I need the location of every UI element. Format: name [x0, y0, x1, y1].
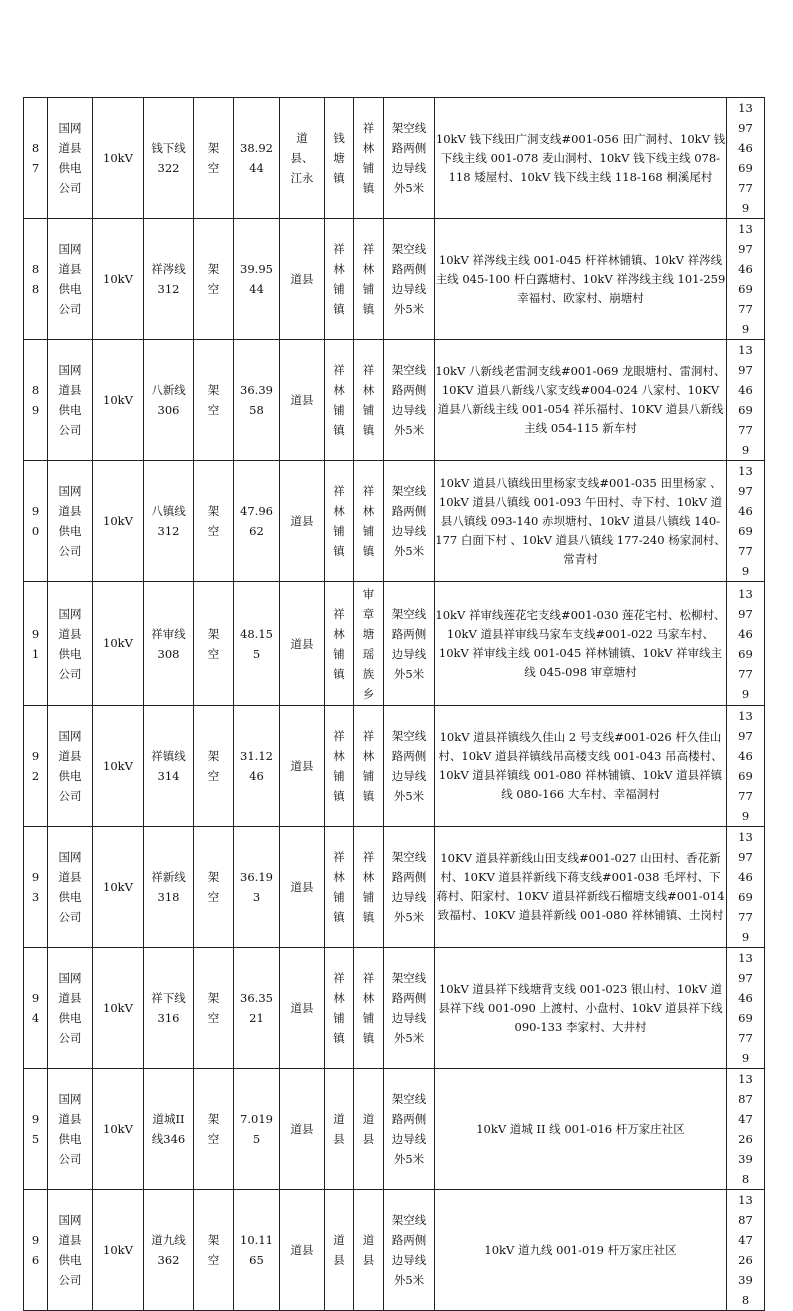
line-type-cell	[194, 461, 234, 582]
area: 祥林铺镇	[362, 121, 375, 195]
row-number: 96	[31, 1233, 40, 1267]
town-cell	[325, 948, 354, 1069]
voltage: 10kV	[103, 392, 133, 407]
line-type-cell	[194, 948, 234, 1069]
company: 国网道县供电公司	[58, 850, 82, 924]
description: 10KV 道县祥新线山田支线#001-027 山田村、香花新村、10KV 道县祥新线下蒋支线#001-038 毛坪村、下蒋村、阳家村、10KV 道县祥新线石榴塘支线#001-014 致福村、10KV 道县祥新线 001-080 祥林铺镇、土岗村	[436, 851, 725, 922]
county-cell	[280, 706, 325, 827]
area-cell	[354, 98, 384, 219]
company-cell	[48, 461, 93, 582]
description: 10kV 道九线 001-019 杆万家庄社区	[484, 1242, 677, 1257]
company: 国网道县供电公司	[58, 363, 82, 437]
line-name: 祥镇线314	[151, 749, 186, 783]
county: 道县	[290, 880, 314, 894]
county-cell	[280, 219, 325, 340]
county: 道县	[290, 759, 314, 773]
company: 国网道县供电公司	[58, 729, 82, 803]
county-cell	[280, 1069, 325, 1190]
length-cell	[234, 1190, 280, 1311]
voltage: 10kV	[103, 1121, 133, 1136]
county: 道县	[290, 1001, 314, 1015]
line-name: 祥下线316	[151, 991, 186, 1025]
description: 10kV 道城 II 线 001-016 杆万家庄社区	[476, 1121, 685, 1136]
line-type: 架空	[207, 141, 220, 175]
line-length: 47.9662	[240, 504, 273, 538]
voltage: 10kV	[103, 271, 133, 286]
description: 10kV 钱下线田广洞支线#001-056 田广洞村、10kV 钱下线主线 001-078 麦山洞村、10kV 钱下线主线 078-118 矮屋村、10kV 钱下线主线 118-168 桐溪尾村	[435, 131, 726, 184]
phone-cell	[727, 219, 765, 340]
row-number-cell	[24, 582, 48, 706]
line-type: 架空	[207, 262, 220, 296]
length-cell	[234, 1069, 280, 1190]
line-name: 道九线362	[151, 1233, 186, 1267]
voltage: 10kV	[103, 879, 133, 894]
phone-cell	[727, 1069, 765, 1190]
row-number-cell	[24, 1190, 48, 1311]
county-cell	[280, 827, 325, 948]
voltage: 10kV	[103, 513, 133, 528]
table-row	[24, 582, 765, 706]
table-row	[24, 827, 765, 948]
area: 祥林铺镇	[362, 484, 375, 558]
line-type: 架空	[207, 1112, 220, 1146]
voltage-cell	[93, 706, 144, 827]
table-row	[24, 706, 765, 827]
county-cell	[280, 461, 325, 582]
phone-cell	[727, 948, 765, 1069]
line-type: 架空	[207, 626, 220, 661]
row-number-cell	[24, 461, 48, 582]
town-cell	[325, 827, 354, 948]
phone: 13974669779	[738, 951, 753, 1065]
line-type: 架空	[207, 991, 220, 1025]
county: 道县	[290, 393, 314, 407]
county: 道县	[290, 1243, 314, 1257]
row-number: 90	[31, 504, 40, 538]
town-cell	[325, 219, 354, 340]
protection-range-cell	[384, 1069, 435, 1190]
county-cell	[280, 948, 325, 1069]
power-line-table	[23, 97, 765, 1311]
line-name-cell	[144, 827, 194, 948]
company-cell	[48, 340, 93, 461]
protection-range: 架空线路两侧边导线外5米	[391, 1092, 427, 1166]
description: 10kV 祥审线莲花宅支线#001-030 莲花宅村、松柳村、10kV 道县祥审线马家车支线#001-022 马家车村、10kV 祥审线主线 001-045 祥林铺镇、10kV 祥审线主线 045-098 审章塘村	[435, 607, 726, 679]
protection-range-cell	[384, 461, 435, 582]
company-cell	[48, 219, 93, 340]
row-number: 92	[31, 749, 40, 783]
phone-cell	[727, 98, 765, 219]
line-name: 八新线306	[151, 383, 186, 417]
line-type-cell	[194, 827, 234, 948]
protection-range: 架空线路两侧边导线外5米	[391, 850, 427, 924]
town: 道县	[333, 1233, 345, 1267]
description: 10kV 祥涔线主线 001-045 杆祥林铺镇、10kV 祥涔线主线 045-100 杆白露塘村、10kV 祥涔线主线 101-259 幸福村、欧家村、崩塘村	[435, 252, 726, 305]
town: 祥林铺镇	[333, 971, 345, 1045]
description-cell	[435, 461, 727, 582]
row-number-cell	[24, 219, 48, 340]
phone-cell	[727, 1190, 765, 1311]
line-type: 架空	[207, 870, 220, 904]
town-cell	[325, 706, 354, 827]
protection-range: 架空线路两侧边导线外5米	[391, 729, 427, 803]
town: 祥林铺镇	[333, 729, 345, 803]
line-length: 36.3521	[240, 991, 273, 1025]
town: 祥林铺镇	[333, 484, 345, 558]
company-cell	[48, 706, 93, 827]
protection-range: 架空线路两侧边导线外5米	[391, 1213, 427, 1287]
row-number-cell	[24, 1069, 48, 1190]
phone-cell	[727, 461, 765, 582]
row-number: 95	[31, 1112, 40, 1146]
line-type-cell	[194, 219, 234, 340]
row-number: 89	[31, 383, 40, 417]
line-type: 架空	[207, 749, 220, 783]
line-name: 钱下线322	[151, 141, 186, 175]
description-cell	[435, 98, 727, 219]
table-row	[24, 219, 765, 340]
description-cell	[435, 219, 727, 340]
town: 祥林铺镇	[333, 242, 345, 316]
line-name-cell	[144, 98, 194, 219]
voltage-cell	[93, 827, 144, 948]
town: 祥林铺镇	[333, 850, 345, 924]
voltage: 10kV	[103, 1242, 133, 1257]
line-type: 架空	[207, 383, 220, 417]
table-row	[24, 948, 765, 1069]
town: 道县	[333, 1112, 345, 1146]
line-name: 祥新线318	[151, 870, 186, 904]
area-cell	[354, 706, 384, 827]
phone: 13874726398	[738, 1193, 753, 1307]
line-name-cell	[144, 340, 194, 461]
length-cell	[234, 219, 280, 340]
town: 钱塘镇	[333, 131, 345, 185]
company: 国网道县供电公司	[58, 484, 82, 558]
phone: 13974669779	[738, 343, 753, 457]
company-cell	[48, 98, 93, 219]
county: 道县	[290, 272, 314, 286]
length-cell	[234, 827, 280, 948]
protection-range: 架空线路两侧边导线外5米	[391, 606, 427, 681]
town: 祥林铺镇	[333, 606, 345, 681]
area: 祥林铺镇	[362, 971, 375, 1045]
description: 10kV 道县祥镇线久佳山 2 号支线#001-026 杆久佳山村、10kV 道县祥镇线吊高楼支线 001-043 吊高楼村、10kV 道县祥镇线 001-080 祥林铺镇、10kV 道县祥镇线 080-166 大车村、幸福洞村	[438, 730, 723, 801]
description-cell	[435, 1069, 727, 1190]
voltage-cell	[93, 1069, 144, 1190]
phone: 13974669779	[738, 709, 753, 823]
phone: 13874726398	[738, 1072, 753, 1186]
company: 国网道县供电公司	[58, 121, 82, 195]
area-cell	[354, 948, 384, 1069]
line-name: 祥审线308	[151, 626, 186, 661]
line-type-cell	[194, 1069, 234, 1190]
company: 国网道县供电公司	[58, 606, 82, 681]
line-name: 八镇线312	[151, 504, 186, 538]
town-cell	[325, 98, 354, 219]
row-number: 87	[31, 141, 40, 175]
phone: 13974669779	[738, 830, 753, 944]
area-cell	[354, 461, 384, 582]
voltage: 10kV	[103, 636, 133, 650]
table-row	[24, 340, 765, 461]
row-number-cell	[24, 948, 48, 1069]
company-cell	[48, 827, 93, 948]
company: 国网道县供电公司	[58, 242, 82, 316]
county-cell	[280, 98, 325, 219]
protection-range: 架空线路两侧边导线外5米	[391, 484, 427, 558]
table-row	[24, 461, 765, 582]
area-cell	[354, 1069, 384, 1190]
row-number: 88	[31, 262, 40, 296]
table-row	[24, 1190, 765, 1311]
line-type: 架空	[207, 1233, 220, 1267]
town-cell	[325, 461, 354, 582]
line-length: 31.1246	[240, 749, 273, 783]
phone: 13974669779	[738, 464, 753, 578]
area: 道县	[362, 1233, 375, 1267]
phone-cell	[727, 582, 765, 706]
county-cell	[280, 340, 325, 461]
description: 10kV 道县八镇线田里杨家支线#001-035 田里杨家 、10kV 道县八镇线 001-093 午田村、寺下村、10kV 道县八镇线 093-140 赤坝塘村、10kV 道县八镇线 140-177 白面下村 、10kV 道县八镇线 177-240 杨家洞村、常青村	[435, 475, 726, 566]
area: 祥林铺镇	[362, 850, 375, 924]
company-cell	[48, 1069, 93, 1190]
voltage-cell	[93, 98, 144, 219]
table-row	[24, 1069, 765, 1190]
protection-range: 架空线路两侧边导线外5米	[391, 363, 427, 437]
length-cell	[234, 582, 280, 706]
line-type: 架空	[207, 504, 220, 538]
line-length: 36.193	[240, 870, 273, 904]
protection-range-cell	[384, 948, 435, 1069]
line-name-cell	[144, 461, 194, 582]
town-cell	[325, 1069, 354, 1190]
company: 国网道县供电公司	[58, 1213, 82, 1287]
county: 道县、江永	[290, 131, 314, 185]
company: 国网道县供电公司	[58, 1092, 82, 1166]
protection-range-cell	[384, 1190, 435, 1311]
protection-range-cell	[384, 98, 435, 219]
town: 祥林铺镇	[333, 363, 345, 437]
protection-range-cell	[384, 219, 435, 340]
line-length: 38.9244	[240, 141, 273, 175]
voltage-cell	[93, 219, 144, 340]
row-number: 94	[31, 991, 40, 1025]
town-cell	[325, 340, 354, 461]
line-length: 36.3958	[240, 383, 273, 417]
line-length: 39.9544	[240, 262, 273, 296]
protection-range: 架空线路两侧边导线外5米	[391, 242, 427, 316]
county: 道县	[290, 1122, 314, 1136]
county-cell	[280, 582, 325, 706]
line-name-cell	[144, 1069, 194, 1190]
table-row	[24, 98, 765, 219]
protection-range: 架空线路两侧边导线外5米	[391, 971, 427, 1045]
phone: 13974669779	[738, 586, 753, 701]
phone-cell	[727, 827, 765, 948]
protection-range: 架空线路两侧边导线外5米	[391, 121, 427, 195]
county: 道县	[290, 636, 314, 651]
company-cell	[48, 1190, 93, 1311]
description-cell	[435, 582, 727, 706]
voltage-cell	[93, 948, 144, 1069]
voltage-cell	[93, 582, 144, 706]
line-type-cell	[194, 706, 234, 827]
description: 10kV 道县祥下线塘背支线 001-023 银山村、10kV 道县祥下线 001-090 上渡村、小盘村、10kV 道县祥下线 090-133 李家村、大井村	[438, 981, 723, 1034]
row-number-cell	[24, 706, 48, 827]
line-type-cell	[194, 340, 234, 461]
phone: 13974669779	[738, 101, 753, 215]
line-type-cell	[194, 582, 234, 706]
voltage: 10kV	[103, 758, 133, 773]
length-cell	[234, 340, 280, 461]
company-cell	[48, 948, 93, 1069]
line-name-cell	[144, 219, 194, 340]
row-number: 93	[31, 870, 40, 904]
length-cell	[234, 948, 280, 1069]
line-name-cell	[144, 948, 194, 1069]
voltage-cell	[93, 461, 144, 582]
line-name-cell	[144, 1190, 194, 1311]
row-number: 91	[31, 626, 40, 661]
row-number-cell	[24, 98, 48, 219]
voltage: 10kV	[103, 1000, 133, 1015]
description-cell	[435, 706, 727, 827]
voltage: 10kV	[103, 150, 133, 165]
description-cell	[435, 827, 727, 948]
area: 祥林铺镇	[362, 729, 375, 803]
area-cell	[354, 340, 384, 461]
line-name: 道城II线346	[151, 1112, 186, 1146]
line-name: 祥涔线312	[151, 262, 186, 296]
area-cell	[354, 827, 384, 948]
protection-range-cell	[384, 706, 435, 827]
description: 10kV 八新线老雷洞支线#001-069 龙眼塘村、雷洞村、10KV 道县八新线八家支线#004-024 八家村、10KV 道县八新线主线 001-054 祥乐福村、10KV 道县八新线主线 054-115 新车村	[435, 364, 726, 435]
company-cell	[48, 582, 93, 706]
area-cell	[354, 582, 384, 706]
protection-range-cell	[384, 827, 435, 948]
row-number-cell	[24, 827, 48, 948]
line-type-cell	[194, 98, 234, 219]
phone-cell	[727, 340, 765, 461]
county-cell	[280, 1190, 325, 1311]
length-cell	[234, 98, 280, 219]
length-cell	[234, 461, 280, 582]
area: 道县	[362, 1112, 375, 1146]
protection-range-cell	[384, 582, 435, 706]
voltage-cell	[93, 1190, 144, 1311]
line-name-cell	[144, 582, 194, 706]
town-cell	[325, 582, 354, 706]
line-type-cell	[194, 1190, 234, 1311]
county: 道县	[290, 514, 314, 528]
area: 祥林铺镇	[362, 242, 375, 316]
area-cell	[354, 1190, 384, 1311]
phone: 13974669779	[738, 222, 753, 336]
area-cell	[354, 219, 384, 340]
line-length: 10.1165	[240, 1233, 273, 1267]
voltage-cell	[93, 340, 144, 461]
description-cell	[435, 948, 727, 1069]
line-length: 48.155	[240, 626, 273, 661]
line-name-cell	[144, 706, 194, 827]
description-cell	[435, 340, 727, 461]
row-number-cell	[24, 340, 48, 461]
line-length: 7.0195	[240, 1112, 273, 1146]
area: 祥林铺镇	[362, 363, 375, 437]
protection-range-cell	[384, 340, 435, 461]
phone-cell	[727, 706, 765, 827]
company: 国网道县供电公司	[58, 971, 82, 1045]
town-cell	[325, 1190, 354, 1311]
area: 审章塘瑶族乡	[362, 586, 375, 701]
length-cell	[234, 706, 280, 827]
description-cell	[435, 1190, 727, 1311]
